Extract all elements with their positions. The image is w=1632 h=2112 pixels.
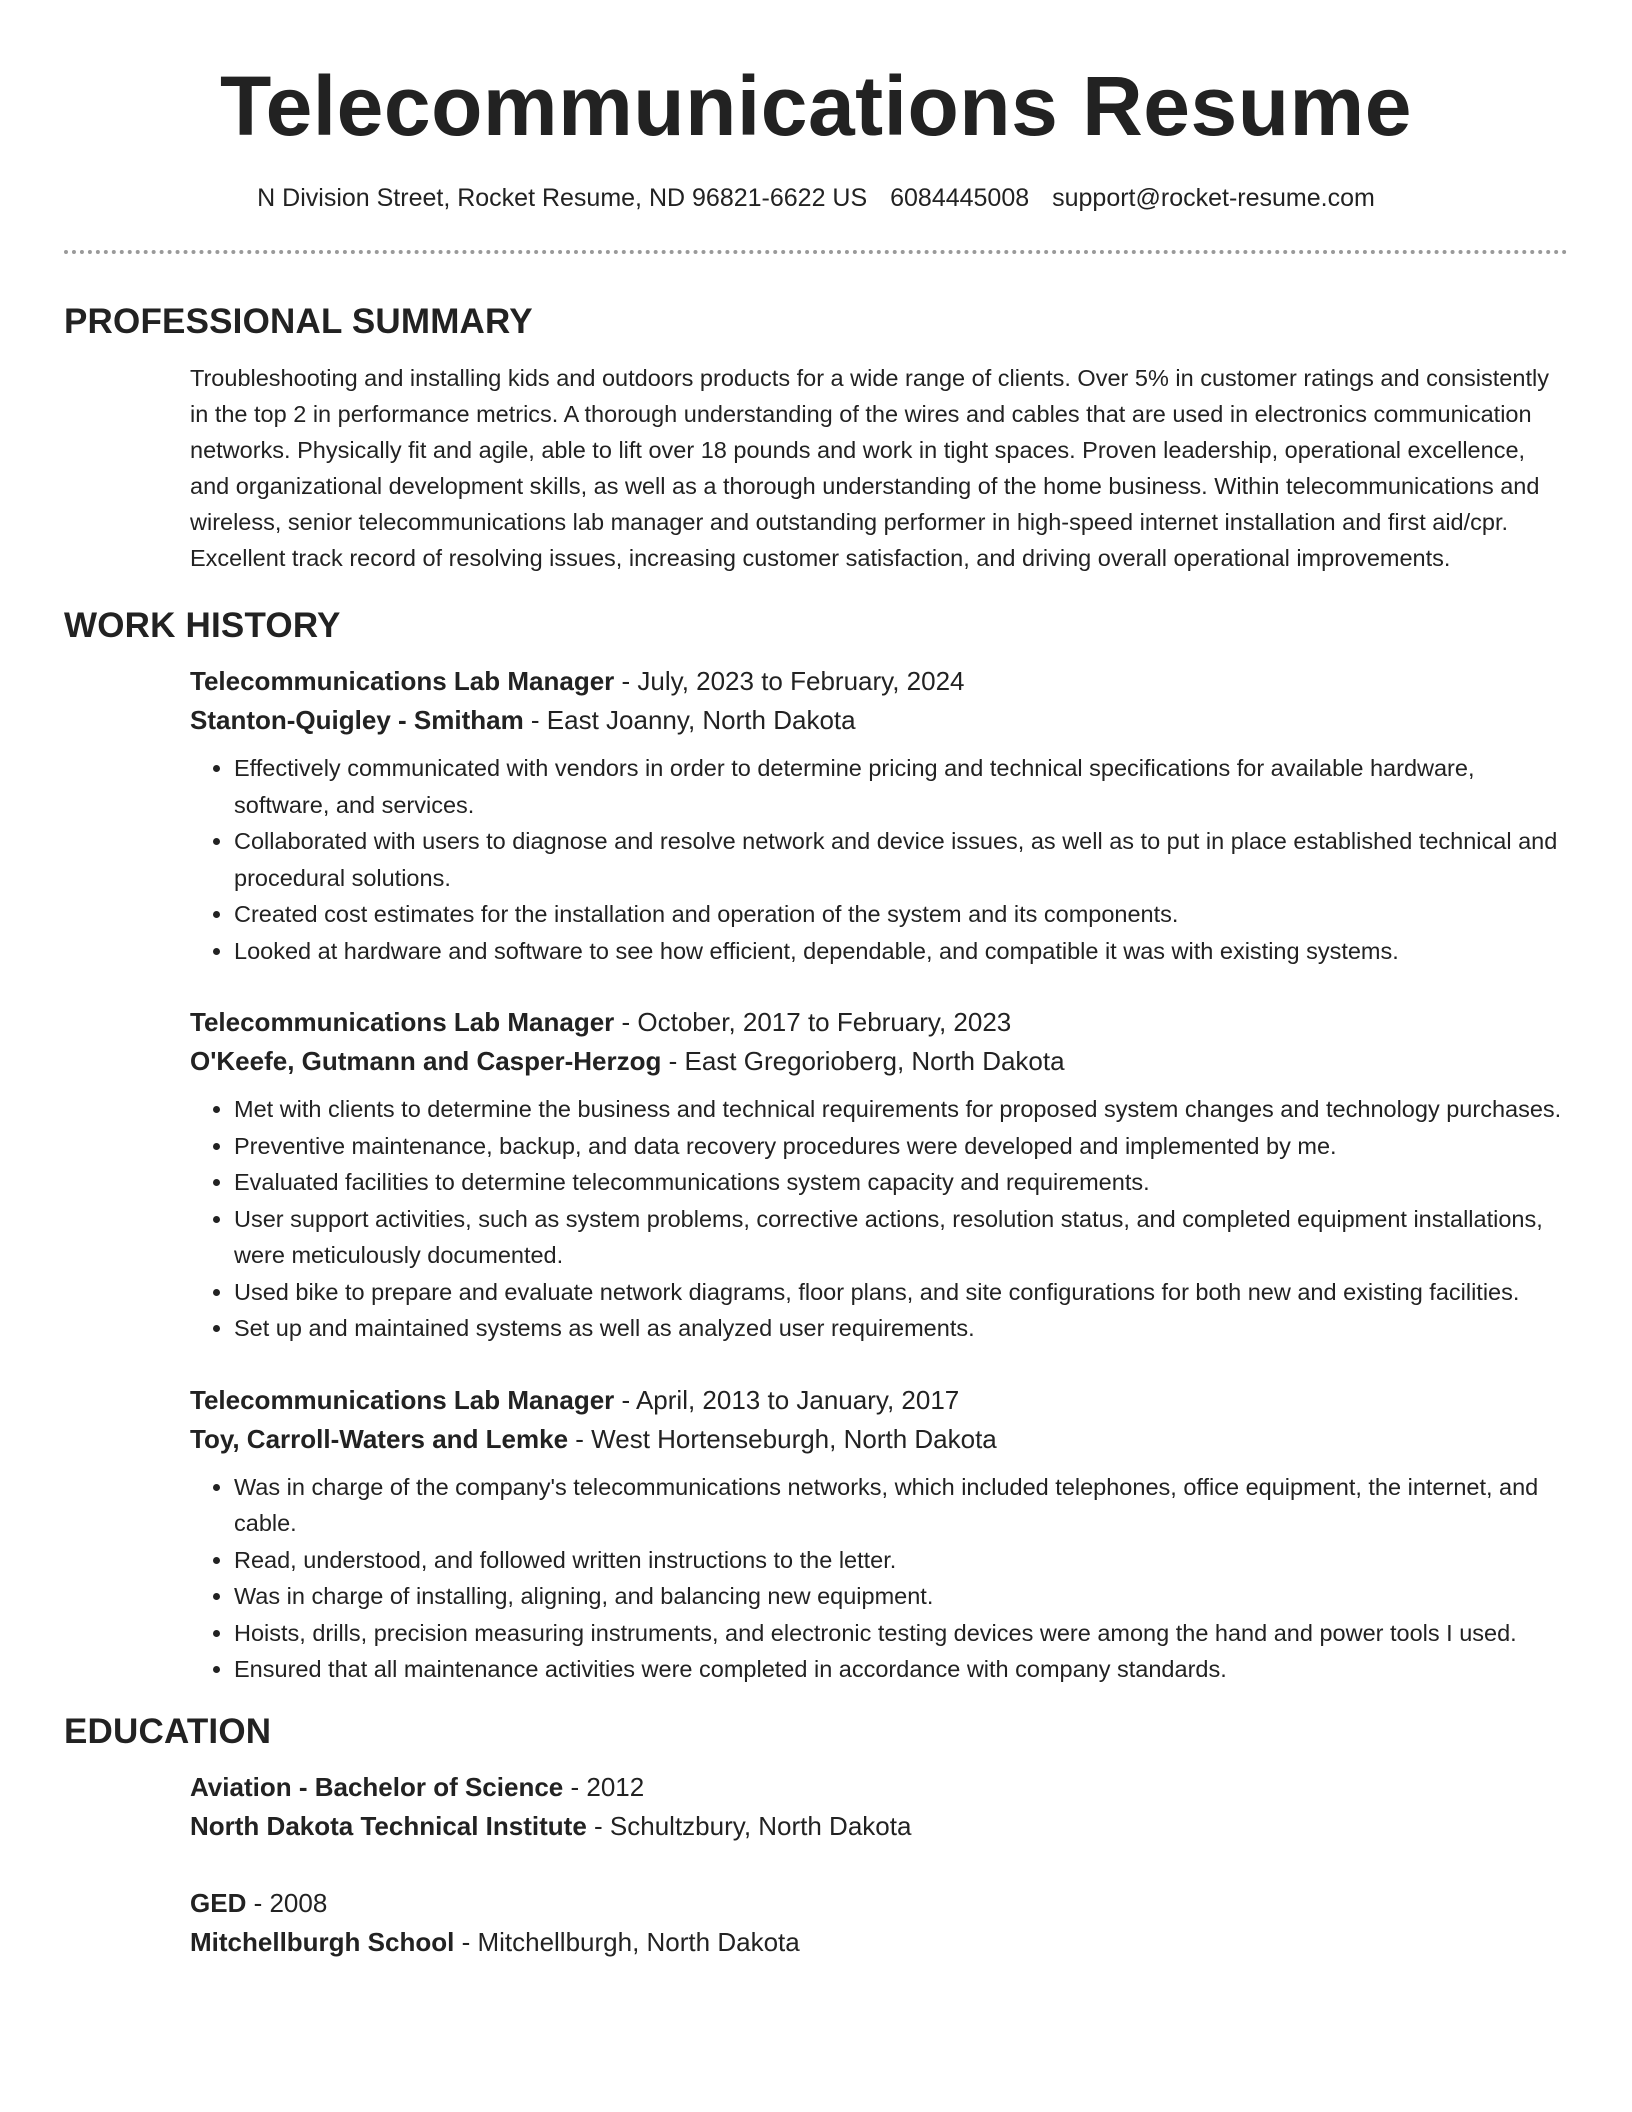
education-degree-line <box>190 1768 1568 1807</box>
job-entry <box>190 1381 1568 1688</box>
job-bullet: • Hoists, drills, precision measuring instruments, and electronic testing devices were among the hand and power tools I used. <box>234 1615 1568 1652</box>
education-year: - 2012 <box>563 1771 645 1802</box>
job-bullet: • Collaborated with users to diagnose and resolve network and device issues, as well as to put in place established technical and procedural solutions. <box>234 823 1568 896</box>
job-bullets <box>190 1091 1568 1347</box>
job-company-line <box>190 1420 1568 1459</box>
job-dates: - April, 2013 to January, 2017 <box>614 1384 960 1415</box>
summary-section <box>64 296 1568 576</box>
education-year: - 2008 <box>246 1887 328 1918</box>
job-company: Stanton-Quigley - Smitham <box>190 705 524 735</box>
job-location: - East Joanny, North Dakota <box>523 705 856 735</box>
resume-content <box>64 296 1568 1962</box>
education-school: North Dakota Technical Institute <box>190 1810 587 1841</box>
education-entry <box>190 1884 1568 1962</box>
job-title-line <box>190 662 1568 701</box>
job-dates: - October, 2017 to February, 2023 <box>614 1007 1012 1037</box>
education-school: Mitchellburgh School <box>190 1926 455 1957</box>
work-heading: WORK HISTORY <box>64 606 341 645</box>
contact-line <box>0 180 1632 216</box>
education-degree: GED <box>190 1887 247 1918</box>
education-list <box>190 1768 1568 1962</box>
job-company: O'Keefe, Gutmann and Casper-Herzog <box>190 1046 662 1076</box>
job-entry <box>190 662 1568 969</box>
job-entry <box>190 1003 1568 1347</box>
summary-text: Troubleshooting and installing kids and outdoors products for a wide range of clients. Over 5% in customer ratings and consistently in the top 2 in performance metrics. A thorough understanding of the wires and cables that are used in electronics communication networks. Physically fit and agile, able to lift over 18 pounds and work in tight spaces. Proven leadership, operational excellence, and organizational development skills, as well as a thorough understanding of the home business. Within telecommunications and wireless, senior telecommunications lab manager and outstanding performer in high-speed internet installation and first aid/cpr. Excellent track record of resolving issues, increasing customer satisfaction, and driving overall operational improvements. <box>190 365 1549 571</box>
job-title-line <box>190 1003 1568 1042</box>
job-title-line <box>190 1381 1568 1420</box>
job-bullet: • Was in charge of installing, aligning, and balancing new equipment. <box>234 1578 1568 1615</box>
job-bullet: • Created cost estimates for the installation and operation of the system and its components. <box>234 896 1568 933</box>
job-title: Telecommunications Lab Manager <box>190 1384 615 1415</box>
job-company-line <box>190 1042 1568 1081</box>
job-bullet: • Preventive maintenance, backup, and data recovery procedures were developed and implemented by me. <box>234 1128 1568 1165</box>
education-degree: Aviation - Bachelor of Science <box>190 1771 564 1802</box>
education-location: - Schultzbury, North Dakota <box>586 1810 912 1841</box>
education-location: - Mitchellburgh, North Dakota <box>454 1926 800 1957</box>
education-section <box>64 1706 1568 1962</box>
page-title: Telecommunications Resume <box>220 59 1412 153</box>
summary-heading: PROFESSIONAL SUMMARY <box>64 302 533 341</box>
education-heading: EDUCATION <box>64 1711 272 1751</box>
work-section <box>64 600 1568 1688</box>
job-title: Telecommunications Lab Manager <box>190 666 615 696</box>
education-school-line <box>190 1807 1568 1846</box>
job-bullet: • Looked at hardware and software to see how efficient, dependable, and compatible it was with existing systems. <box>234 933 1568 970</box>
job-dates: - July, 2023 to February, 2024 <box>614 666 965 696</box>
job-bullet: • Set up and maintained systems as well as analyzed user requirements. <box>234 1310 1568 1347</box>
work-list <box>190 662 1568 1688</box>
education-entry <box>190 1768 1568 1846</box>
job-bullet: • Used bike to prepare and evaluate network diagrams, floor plans, and site configurations for both new and existing facilities. <box>234 1274 1568 1311</box>
job-bullet: • User support activities, such as system problems, corrective actions, resolution status, and completed equipment installations, were meticulously documented. <box>234 1201 1568 1274</box>
header-divider <box>64 250 1568 254</box>
job-location: - East Gregorioberg, North Dakota <box>661 1046 1065 1076</box>
job-bullet: • Ensured that all maintenance activities were completed in accordance with company standards. <box>234 1651 1568 1688</box>
job-bullet: • Was in charge of the company's telecommunications networks, which included telephones, office equipment, the internet, and cable. <box>234 1469 1568 1542</box>
education-degree-line <box>190 1884 1568 1923</box>
contact-address: N Division Street, Rocket Resume, ND 96821-6622 US <box>257 184 868 212</box>
job-bullet: • Read, understood, and followed written instructions to the letter. <box>234 1542 1568 1579</box>
job-company: Toy, Carroll-Waters and Lemke <box>190 1423 569 1454</box>
job-bullet: • Evaluated facilities to determine telecommunications system capacity and requirements. <box>234 1164 1568 1201</box>
job-bullets <box>190 750 1568 969</box>
contact-phone: 6084445008 <box>890 184 1030 212</box>
job-location: - West Hortenseburgh, North Dakota <box>568 1423 997 1454</box>
contact-email: support@rocket-resume.com <box>1052 184 1375 212</box>
job-company-line <box>190 701 1568 740</box>
job-bullet: • Effectively communicated with vendors in order to determine pricing and technical specifications for available hardware, software, and services. <box>234 750 1568 823</box>
job-title: Telecommunications Lab Manager <box>190 1007 615 1037</box>
job-bullet: • Met with clients to determine the business and technical requirements for proposed system changes and technology purchases. <box>234 1091 1568 1128</box>
job-bullets <box>190 1469 1568 1688</box>
education-school-line <box>190 1923 1568 1962</box>
